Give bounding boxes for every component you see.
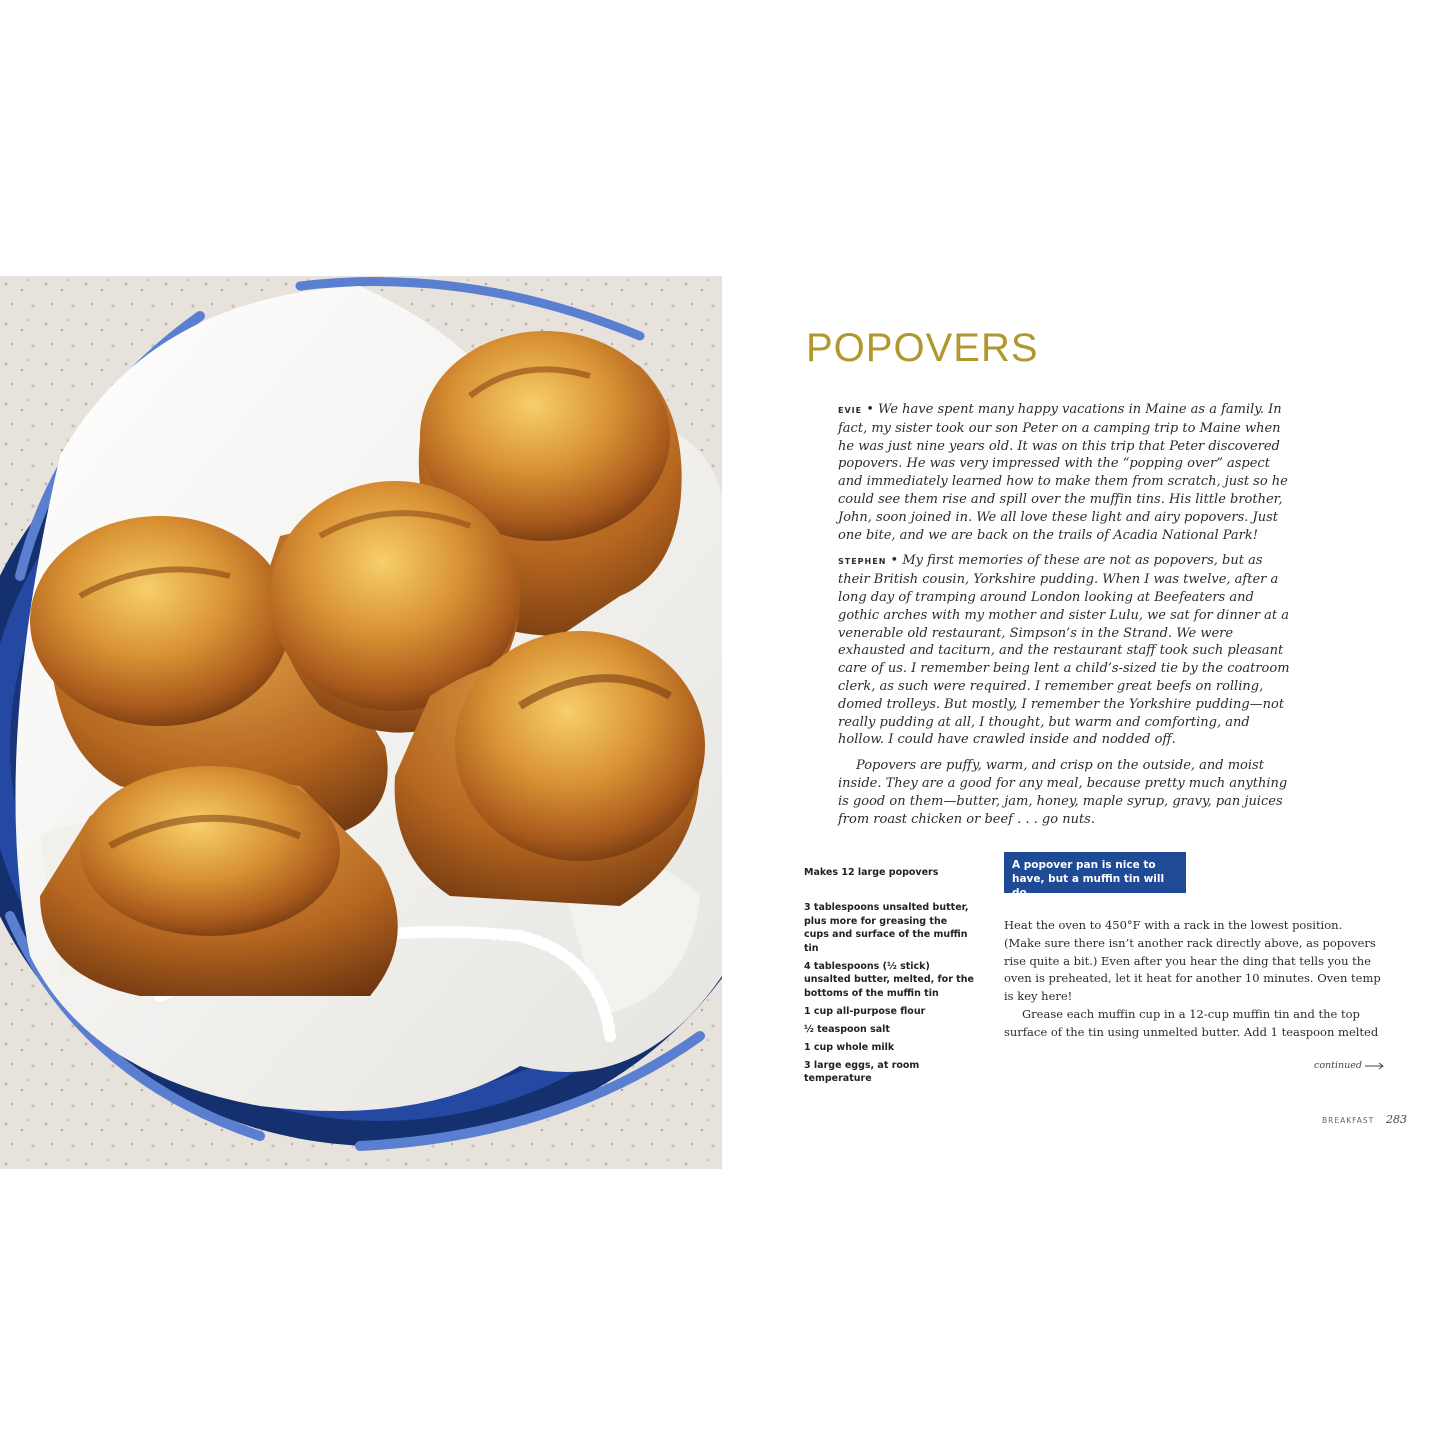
footer-section-label: BREAKFAST [1322, 1116, 1375, 1125]
method-step: Grease each muffin cup in a 12-cup muffin tin and the top surface of the tin using unmelted butter. Add 1 teaspoon melted [1004, 1006, 1379, 1039]
continued-note [1314, 1060, 1385, 1071]
ingredient-item: ½ teaspoon salt [804, 1023, 890, 1035]
arrow-right-icon [1365, 1062, 1385, 1070]
recipe-title: POPOVERS [806, 326, 1039, 370]
intro-text: My first memories of these are not as popovers, but as their British cousin, Yorkshire pudding. When I was twelve, after a long day of tramping around London looking at Beefeaters and gothic arches with my mother and sister Lulu, we sat for dinner at a venerable old restaurant, Simpson’s in the Strand. We were exhausted and taciturn, and the restaurant staff took such pleasant care of us. I remember being lent a child’s-sized tie by the coatroom clerk, as such were required. I remember great beefs on rolling, domed trolleys. But mostly, I remember the Yorkshire pudding—not really pudding at all, I thought, but warm and comforting, and hollow. I could have crawled inside and nodded off. [838, 553, 1290, 748]
ingredient-item: 1 cup all-purpose flour [804, 1005, 926, 1017]
tip-callout: A popover pan is nice to have, but a muffin tin will do. [1004, 852, 1186, 893]
speaker-separator: • [886, 553, 903, 569]
recipe-method [1004, 917, 1382, 1042]
intro-paragraph-stephen [838, 552, 1290, 749]
method-step: Heat the oven to 450°F with a rack in the lowest position. (Make sure there isn’t another rack directly above, as popovers rise quite a bit.) Even after you hear the ding that tells you the oven is preheated, let it heat for another 10 minutes. Oven temp is key here! [1004, 918, 1381, 1004]
intro-paragraph-evie [838, 401, 1290, 544]
ingredient-item: 1 cup whole milk [804, 1041, 895, 1053]
ingredient-item: 3 large eggs, at room temperature [804, 1059, 920, 1084]
ingredient-item: 4 tablespoons (½ stick) unsalted butter, melted, for the bottoms of the muffin tin [804, 960, 974, 999]
intro-text: We have spent many happy vacations in Maine as a family. In fact, my sister took our son Peter on a camping trip to Maine when he was just nine years old. It was on this trip that Peter discovered popovers. He was very impressed with the “popping over” aspect and immediately learned how to make them from scratch, just so he could see them rise and spill over the muffin tins. His little brother, John, soon joined in. We all love these light and airy popovers. Just one bite, and we are back on the trails of Acadia National Park! [838, 402, 1288, 543]
ingredient-item: 3 tablespoons unsalted butter, plus more for greasing the cups and surface of the muffin tin [804, 902, 969, 954]
speaker-label: STEPHEN [838, 557, 887, 567]
popovers-photo [0, 276, 722, 1169]
continued-label: continued [1314, 1060, 1362, 1071]
page-number: 283 [1386, 1113, 1407, 1126]
recipe-yield: Makes 12 large popovers [804, 867, 939, 878]
speaker-separator: • [862, 402, 879, 417]
speaker-label: EVIE [838, 406, 863, 415]
intro-continuation: Popovers are puffy, warm, and crisp on the outside, and moist inside. They are a good for any meal, because pretty much anything is good on them—butter, jam, honey, maple syrup, gravy, pan juices from roast chicken or beef . . . go nuts. [838, 758, 1288, 827]
recipe-intro [838, 401, 1290, 828]
ingredient-list [804, 901, 974, 1090]
